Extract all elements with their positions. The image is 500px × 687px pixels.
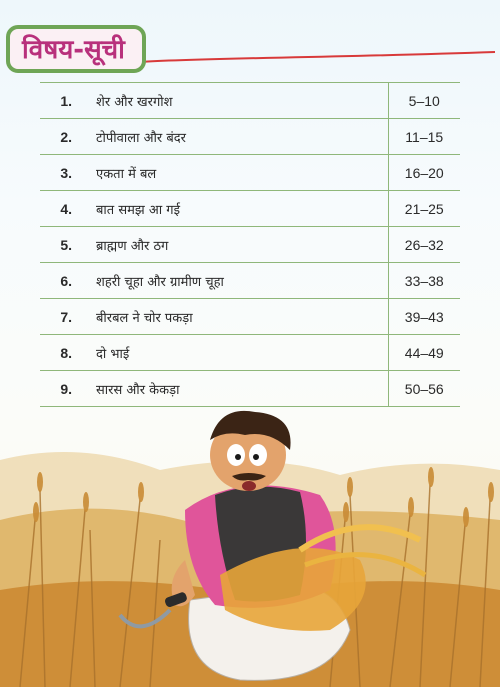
entry-pages: 33–38 — [388, 263, 460, 299]
table-row[interactable] — [40, 119, 460, 155]
entry-number: 3. — [40, 155, 80, 191]
entry-number: 4. — [40, 191, 80, 227]
entry-title: सारस और केकड़ा — [80, 371, 388, 407]
table-row[interactable] — [40, 155, 460, 191]
farmer-harvesting-illustration — [0, 400, 500, 687]
contents-table — [40, 82, 460, 407]
entry-number: 7. — [40, 299, 80, 335]
page-title: विषय-सूची — [22, 35, 125, 65]
entry-title: दो भाई — [80, 335, 388, 371]
table-row[interactable] — [40, 299, 460, 335]
table-row[interactable] — [40, 263, 460, 299]
entry-title: बीरबल ने चोर पकड़ा — [80, 299, 388, 335]
entry-title: एकता में बल — [80, 155, 388, 191]
entry-pages: 16–20 — [388, 155, 460, 191]
entry-pages: 26–32 — [388, 227, 460, 263]
entry-title: शेर और खरगोश — [80, 83, 388, 119]
entry-pages: 44–49 — [388, 335, 460, 371]
entry-number: 1. — [40, 83, 80, 119]
entry-title: शहरी चूहा और ग्रामीण चूहा — [80, 263, 388, 299]
table-row[interactable] — [40, 191, 460, 227]
entry-title: ब्राह्मण और ठग — [80, 227, 388, 263]
entry-title: बात समझ आ गई — [80, 191, 388, 227]
entry-number: 6. — [40, 263, 80, 299]
entry-number: 8. — [40, 335, 80, 371]
table-row[interactable] — [40, 83, 460, 119]
entry-pages: 50–56 — [388, 371, 460, 407]
entry-pages: 11–15 — [388, 119, 460, 155]
entry-pages: 39–43 — [388, 299, 460, 335]
entry-number: 2. — [40, 119, 80, 155]
table-row[interactable] — [40, 335, 460, 371]
entry-number: 5. — [40, 227, 80, 263]
table-row[interactable] — [40, 227, 460, 263]
entry-number: 9. — [40, 371, 80, 407]
entry-title: टोपीवाला और बंदर — [80, 119, 388, 155]
entry-pages: 21–25 — [388, 191, 460, 227]
entry-pages: 5–10 — [388, 83, 460, 119]
